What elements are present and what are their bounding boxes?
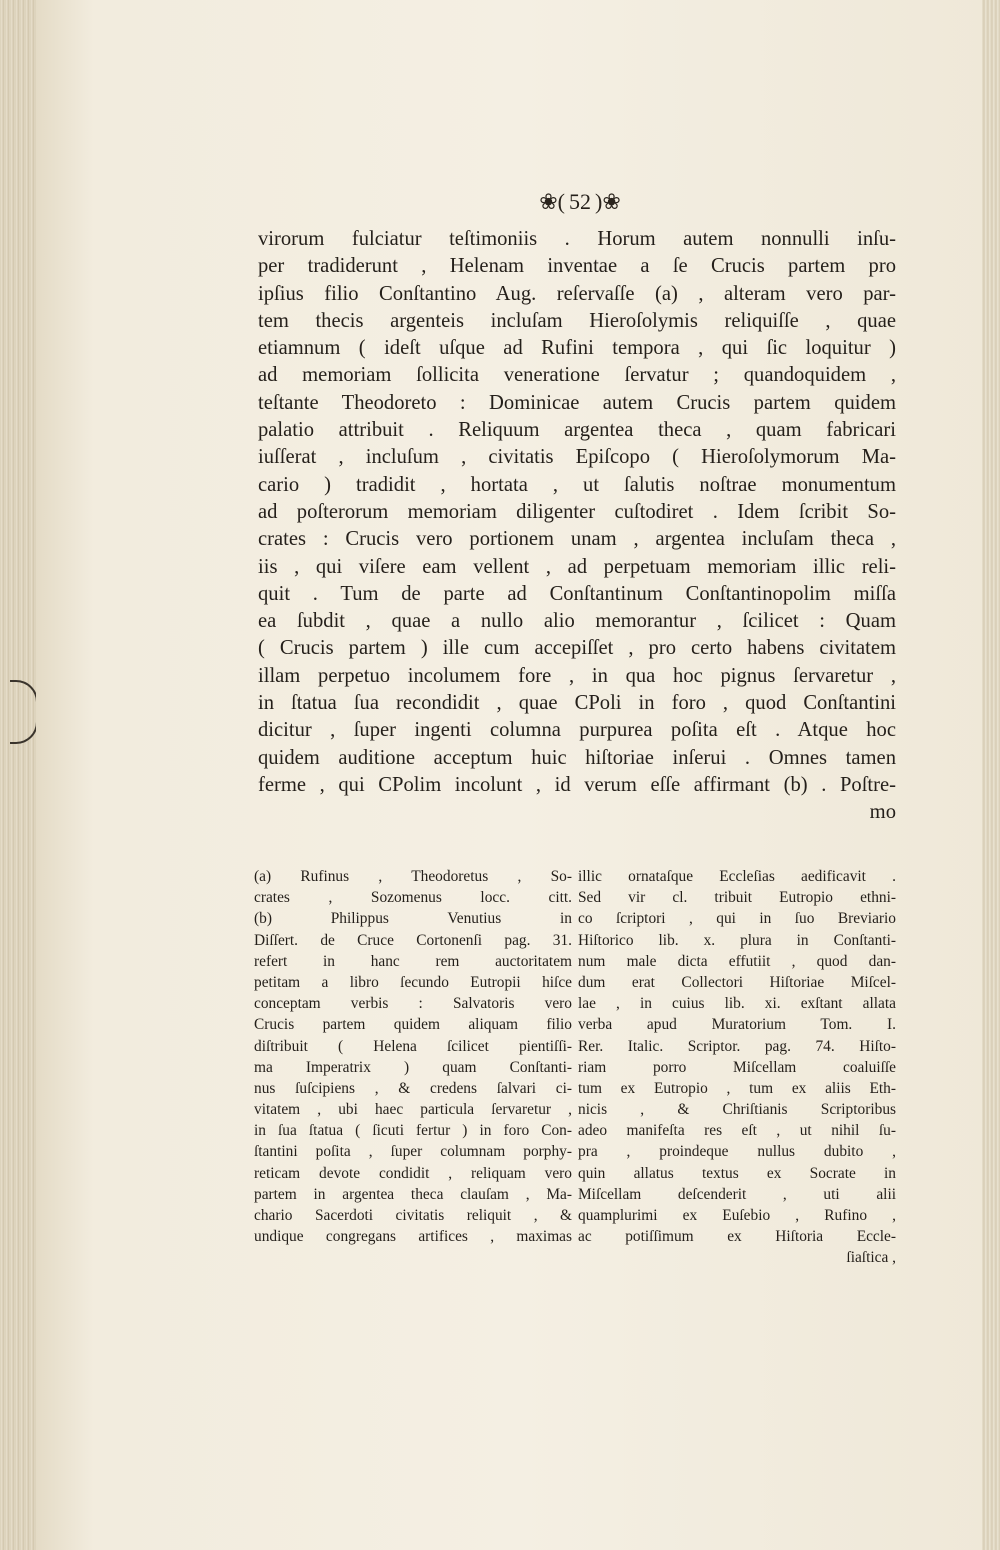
footnote-line: pra , proindeque nullus dubito , (578, 1143, 896, 1161)
footnote-line: ſtantini poſita , ſuper columnam porphy- (254, 1143, 572, 1161)
text-line: illam perpetuo incolumem fore , in qua hoc pignus ſervaretur , (258, 664, 896, 687)
text-line: cario ) tradidit , hortata , ut ſalutis noſtrae monumentum (258, 473, 896, 496)
footnote-line: Crucis partem quidem aliquam filio (254, 1016, 572, 1034)
main-text (258, 226, 896, 827)
footnotes-right-column (578, 866, 896, 1269)
footnote-line: dum erat Collectori Hiſtoriae Miſcel- (578, 973, 896, 991)
ornament-left-icon: ❀( (539, 189, 565, 214)
text-line: palatio attribuit . Reliquum argentea theca , quam fabricari (258, 419, 896, 442)
binding-mark (10, 680, 38, 744)
footnote-line: (b) Philippus Venutius in (254, 910, 572, 928)
footnote-line: Sed vir cl. tribuit Eutropio ethni- (578, 889, 896, 907)
footnote-line: ac potiſſimum ex Hiſtoria Eccle- (578, 1228, 896, 1246)
page-number: 52 (569, 189, 591, 214)
footnote-line: conceptam verbis : Salvatoris vero (254, 995, 572, 1013)
book-gutter (0, 0, 36, 1550)
footnote-line: Diſſert. de Cruce Cortonenſi pag. 31. (254, 931, 572, 949)
footnote-line: verba apud Muratorium Tom. I. (578, 1016, 896, 1034)
footnote-line: num male dicta effutiit , quod dan- (578, 952, 896, 970)
text-line: quidem auditione acceptum huic hiſtoriae inſerui . Omnes tamen (258, 746, 896, 769)
footnote-line: quin allatus textus ex Socrate in (578, 1164, 896, 1182)
text-line: teſtante Theodoreto : Dominicae autem Crucis partem quidem (258, 391, 896, 414)
footnote-line: riam porro Miſcellam coaluiſſe (578, 1058, 896, 1076)
footnote-line: Miſcellam deſcenderit , uti alii (578, 1185, 896, 1203)
text-line: per tradiderunt , Helenam inventae a ſe Crucis partem pro (258, 255, 896, 278)
text-line: ( Crucis partem ) ille cum accepiſſet , pro certo habens civitatem (258, 637, 896, 660)
catchword: ſiaſtica , (846, 1249, 896, 1267)
text-line: ipſius filio Conſtantino Aug. reſervaſſe (a) , alteram vero par- (258, 282, 896, 305)
text-line: ad poſterorum memoriam diligenter cuſtodiret . Idem ſcribit So- (258, 500, 896, 523)
catchword: mo (869, 801, 896, 824)
footnote-line: reticam devote condidit , reliquam vero (254, 1164, 572, 1182)
footnote-line: illic ornataſque Eccleſias aedificavit . (578, 868, 896, 885)
footnote-line: ma Imperatrix ) quam Conſtanti- (254, 1058, 572, 1076)
footnote-line: in ſua ſtatua ( ſicuti fertur ) in foro Con- (254, 1122, 572, 1140)
footnote-line: diſtribuit ( Helena ſcilicet pientiſſi- (254, 1037, 572, 1055)
text-line: iis , qui viſere eam vellent , ad perpetuam memoriam illic reli- (258, 555, 896, 578)
footnote-line: adeo manifeſta res eſt , ut nihil ſu- (578, 1122, 896, 1140)
footnote-line: lae , in cuius lib. xi. exſtant allata (578, 995, 896, 1013)
footnote-line: nicis , & Chriſtianis Scriptoribus (578, 1101, 896, 1119)
text-line: quit . Tum de parte ad Conſtantinum Conſtantinopolim miſſa (258, 582, 896, 605)
text-line: dicitur , ſuper ingenti columna purpurea poſita eſt . Atque hoc (258, 719, 896, 742)
text-line: in ſtatua ſua recondidit , quae CPoli in foro , quod Conſtantini (258, 692, 896, 715)
footnote-line: tum ex Eutropio , tum ex aliis Eth- (578, 1079, 896, 1097)
footnote-line: partem in argentea theca clauſam , Ma- (254, 1185, 572, 1203)
footnote-line: quamplurimi ex Euſebio , Rufino , (578, 1207, 896, 1224)
text-line: tem thecis argenteis incluſam Hieroſolymis reliquiſſe , quae (258, 309, 896, 332)
text-line: crates : Crucis vero portionem unam , argentea incluſam theca , (258, 528, 896, 551)
footnote-line: petitam a libro ſecundo Eutropii hiſce (254, 973, 572, 991)
footnote-line: chario Sacerdoti civitatis reliquit , & (254, 1207, 572, 1224)
footnote-line: refert in hanc rem auctoritatem (254, 952, 572, 970)
footnote-line: Rer. Italic. Scriptor. pag. 74. Hiſto- (578, 1037, 896, 1055)
text-line: ea ſubdit , quae a nullo alio memorantur , ſcilicet : Quam (258, 610, 896, 633)
footnotes-left-column (254, 866, 572, 1247)
footnote-line: nus ſuſcipiens , & credens ſalvari ci- (254, 1079, 572, 1097)
footnote-line: Hiſtorico lib. x. plura in Conſtanti- (578, 931, 896, 949)
text-line: iuſſerat , incluſum , civitatis Epiſcopo ( Hieroſolymorum Ma- (258, 446, 896, 469)
text-line: virorum fulciatur teſtimoniis . Horum autem nonnulli inſu- (258, 228, 896, 250)
ornament-right-icon: )❀ (595, 189, 621, 214)
footnote-line: co ſcriptori , qui in ſuo Breviario (578, 910, 896, 928)
page-edge (982, 0, 1000, 1550)
page-header (505, 187, 655, 217)
text-line: etiamnum ( ideſt uſque ad Rufini tempora , qui ſic loquitur ) (258, 337, 896, 360)
footnote-line: undique congregans artifices , maximas (254, 1228, 572, 1246)
footnote-line: crates , Sozomenus locc. citt. (254, 889, 572, 907)
text-line: ad memoriam ſollicita veneratione ſervatur ; quandoquidem , (258, 364, 896, 387)
footnote-line: (a) Rufinus , Theodoretus , So- (254, 868, 572, 885)
footnote-line: vitatem , ubi haec particula ſervaretur , (254, 1101, 572, 1119)
text-line: ferme , qui CPolim incolunt , id verum eſſe affirmant (b) . Poſtre- (258, 773, 896, 796)
